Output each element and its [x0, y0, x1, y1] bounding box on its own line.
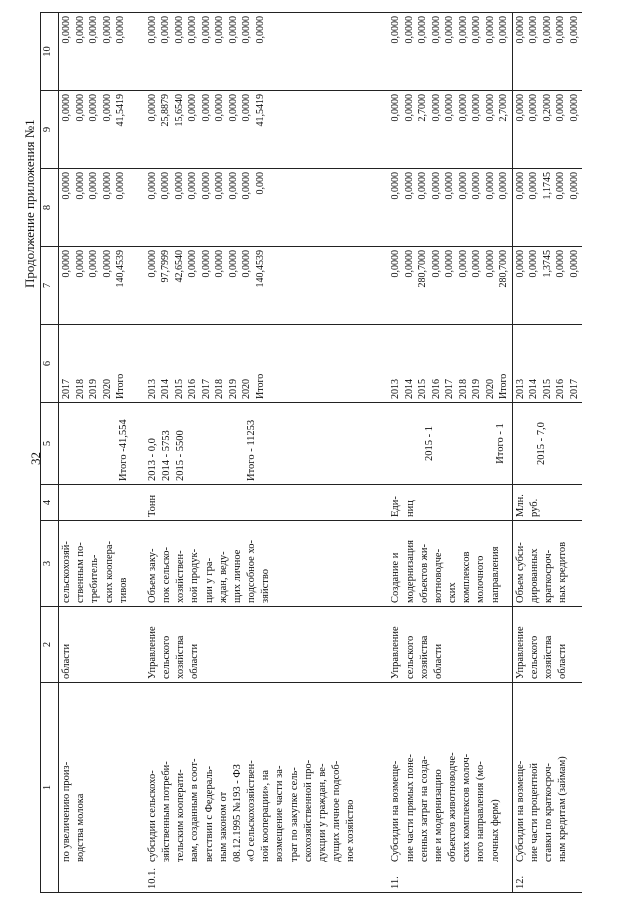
executor-cell: области [59, 607, 132, 683]
indicator-cell: Создание и модернизация объектов жи- вотноводче- ских комплексов молочного направления [359, 521, 512, 607]
indicator-cell: сельскохозяй- ственным по- требитель- ских коопера- тивов [59, 521, 132, 607]
measure-name: Субсидии на возмеще- ние части процентной ставки по краткосроч- ным кредитам (займам) [514, 756, 569, 862]
regional-funding-cell: 0,0000 0,0000 0,0000 0,0000 41,5419 [59, 91, 132, 169]
column-header: 5 [41, 403, 59, 485]
local-funding-cell: 0,0000 0,0000 0,0000 0,0000 0,0000 0,0000 0,0000 0,0000 0,0000 [132, 13, 360, 91]
federal-funding-cell: 0,0000 0,0000 0,0000 0,0000 0,0000 0,0000 0,0000 0,0000 0,000 [132, 169, 360, 247]
regional-funding-cell: 0,0000 0,0000 2,7000 0,0000 0,0000 0,0000 0,0000 0,0000 2,7000 [359, 91, 512, 169]
total-funding-cell: 0,0000 97,7999 42,6540 0,0000 0,0000 0,0000 0,0000 0,0000 140,4539 [132, 247, 360, 325]
unit-cell: Млн. руб. [512, 485, 582, 521]
column-number-row [41, 13, 59, 893]
total-funding-cell: 0,0000 0,0000 280,7000 0,0000 0,0000 0,0000 0,0000 0,0000 280,7000 [359, 247, 512, 325]
indicator-cell: Объем субси- дированных краткосроч- ных кредитов [512, 521, 582, 607]
years-cell: 2013 2014 2015 2016 2017 2018 2019 2020 Итого [132, 325, 360, 403]
page-number: 32 [28, 452, 43, 465]
column-header: 6 [41, 325, 59, 403]
table-row [132, 13, 360, 893]
federal-funding-cell: 0,0000 0,0000 1,1745 0,0000 0,0000 [512, 169, 582, 247]
measure-name: субсидии сельскохо- зяйственным потреби- тельским кооперати- вам, созданным в соот- ветствии с Федераль- ным законом от 08.12.1995 №193 - ФЗ «О сельскохозяйствен- ной кооперации», на возмещение части за- трат по закупке сель- скохозяйственной про- дукции у граждан, ве- дущих личное подсоб- ное хозяйство [146, 758, 357, 862]
years-cell: 2013 2014 2015 2016 2017 [512, 325, 582, 403]
table-row [512, 13, 582, 893]
row-number: 11. [390, 876, 402, 889]
federal-funding-cell: 0,0000 0,0000 0,0000 0,0000 0,0000 [59, 169, 132, 247]
regional-funding-cell: 0,0000 25,8879 15,6540 0,0000 0,0000 0,0000 0,0000 0,0000 41,5419 [132, 91, 360, 169]
executor-cell: Управление сельского хозяйства области [132, 607, 360, 683]
column-header: 7 [41, 247, 59, 325]
column-header: 3 [41, 521, 59, 607]
table-row [59, 13, 132, 893]
program-table [40, 12, 582, 893]
regional-funding-cell: 0,0000 0,0000 0,2000 0,0000 0,0000 [512, 91, 582, 169]
row-number: 10.1. [146, 868, 158, 889]
unit-cell: Тонн [132, 485, 360, 521]
unit-cell [59, 485, 132, 521]
planned-value-cell: 2013 - 0,0 2014 - 5753 2015 - 5500 Итого - 11253 [132, 403, 360, 485]
executor-cell: Управление сельского хозяйства области [512, 607, 582, 683]
column-header: 2 [41, 607, 59, 683]
total-funding-cell: 0,0000 0,0000 0,0000 0,0000 140,4539 [59, 247, 132, 325]
planned-value-cell: 2015 - 1 Итого - 1 [359, 403, 512, 485]
row-number: 12. [514, 875, 526, 889]
years-cell: 2013 2014 2015 2016 2017 2018 2019 2020 Итого [359, 325, 512, 403]
unit-cell: Еди- ниц [359, 485, 512, 521]
appendix-heading: Продолжение приложения №1 [22, 119, 37, 288]
column-header: 9 [41, 91, 59, 169]
column-header: 1 [41, 683, 59, 893]
column-header: 10 [41, 13, 59, 91]
measure-name: по увеличению произ- водства молока [61, 761, 87, 862]
table-row [359, 13, 512, 893]
total-funding-cell: 0,0000 0,0000 1,3745 0,0000 0,0000 [512, 247, 582, 325]
executor-cell: Управление сельского хозяйства области [359, 607, 512, 683]
local-funding-cell: 0,0000 0,0000 0,0000 0,0000 0,0000 [59, 13, 132, 91]
column-header: 4 [41, 485, 59, 521]
column-header: 8 [41, 169, 59, 247]
local-funding-cell: 0,0000 0,0000 0,0000 0,0000 0,0000 0,0000 0,0000 0,0000 0,0000 [359, 13, 512, 91]
federal-funding-cell: 0,0000 0,0000 0,0000 0,0000 0,0000 0,0000 0,0000 0,0000 0,0000 [359, 169, 512, 247]
years-cell: 2017 2018 2019 2020 Итого [59, 325, 132, 403]
measure-name: Субсидии на возмеще- ние части прямых поне- сенных затрат на созда- ние и модернизацию объектов животноводче- ских комплексов молоч- ного направления (мо- лочных ферм) [390, 752, 501, 862]
local-funding-cell: 0,0000 0,0000 0,0000 0,0000 0,0000 [512, 13, 582, 91]
planned-value-cell: 2015 - 7,0 [512, 403, 582, 485]
planned-value-cell: Итого -41,554 [59, 403, 132, 485]
indicator-cell: Объем заку- пок сельско- хозяйствен- ной продук- ции у гра- ждан, веду- щих личное подсобное хо- зяйство [132, 521, 360, 607]
row-number [60, 862, 88, 889]
